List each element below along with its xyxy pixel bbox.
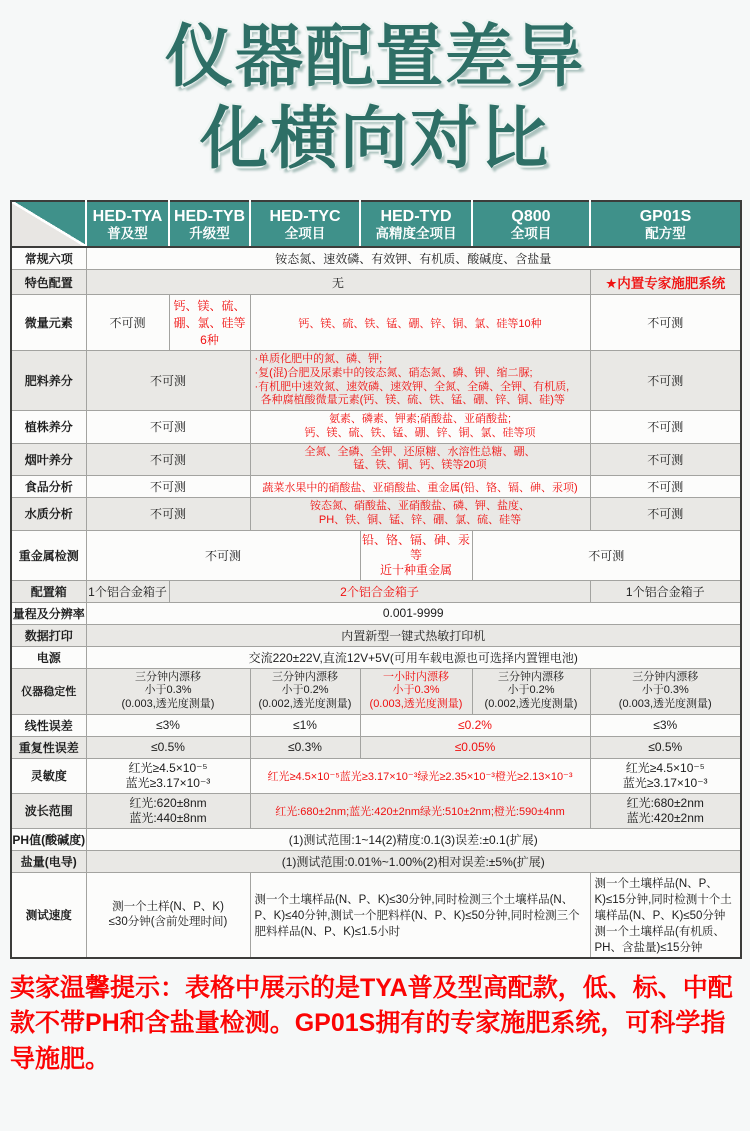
table-cell: 全氮、全磷、全钾、还原糖、水溶性总糖、硼、 锰、铁、铜、钙、镁等20项 bbox=[250, 443, 590, 476]
table-row bbox=[11, 646, 741, 668]
row-label: 电源 bbox=[11, 646, 86, 668]
table-cell: 测一个土壤样品(N、P、K)≤15分钟,同时检测十个土壤样品(N、P、K)≤50分钟 测一个土壤样品(有机质、PH、含盐量)≤15分钟 bbox=[590, 872, 741, 958]
table-cell: 2个铝合金箱子 bbox=[169, 580, 590, 602]
table-row bbox=[11, 295, 741, 351]
row-label: 测试速度 bbox=[11, 872, 86, 958]
table-cell: 三分钟内漂移 小于0.2% (0.002,透光度测量) bbox=[250, 668, 360, 714]
table-cell: 蔬菜水果中的硝酸盐、亚硝酸盐、重金属(铅、铬、镉、砷、汞项) bbox=[250, 476, 590, 498]
column-model-name: HED-TYA bbox=[92, 207, 163, 225]
table-cell: 不可测 bbox=[86, 476, 250, 498]
table-cell: 铵态氮、速效磷、有效钾、有机质、酸碱度、含盐量 bbox=[86, 247, 741, 270]
table-cell: 1个铝合金箱子 bbox=[590, 580, 741, 602]
table-cell: 0.001-9999 bbox=[86, 602, 741, 624]
row-label: 肥料养分 bbox=[11, 351, 86, 411]
row-label: 数据打印 bbox=[11, 624, 86, 646]
table-cell: ≤3% bbox=[590, 714, 741, 736]
table-cell: 红光≥4.5×10⁻⁵ 蓝光≥3.17×10⁻³ bbox=[590, 758, 741, 793]
table-row bbox=[11, 580, 741, 602]
table-cell: ≤3% bbox=[86, 714, 250, 736]
row-label: 常规六项 bbox=[11, 247, 86, 270]
table-cell: 氨素、磷素、钾素;硝酸盐、亚硝酸盐; 钙、镁、硫、铁、锰、硼、锌、铜、氯、硅等项 bbox=[250, 411, 590, 444]
row-label: 水质分析 bbox=[11, 498, 86, 531]
table-cell: ≤0.05% bbox=[360, 736, 590, 758]
table-cell: ≤0.5% bbox=[590, 736, 741, 758]
table-cell: 一小时内漂移 小于0.3% (0.003,透光度测量) bbox=[360, 668, 472, 714]
table-cell: 铅、铬、镉、砷、汞等 近十种重金属 bbox=[360, 530, 472, 580]
table-row bbox=[11, 602, 741, 624]
table-cell: 不可测 bbox=[86, 443, 250, 476]
column-header-hed-tya bbox=[86, 201, 169, 247]
row-label: 配置箱 bbox=[11, 580, 86, 602]
table-cell: 红光≥4.5×10⁻⁵ 蓝光≥3.17×10⁻³ bbox=[86, 758, 250, 793]
table-cell: ≤0.3% bbox=[250, 736, 360, 758]
row-label: 微量元素 bbox=[11, 295, 86, 351]
column-model-type: 全项目 bbox=[284, 225, 326, 241]
row-label: 灵敏度 bbox=[11, 758, 86, 793]
table-cell: 测一个土壤样品(N、P、K)≤30分钟,同时检测三个土壤样品(N、P、K)≤40分钟,测试一个肥料样(N、P、K)≤50分钟,同时检测三个肥料样品(N、P、K)≤1.5小时 bbox=[250, 872, 590, 958]
table-row bbox=[11, 443, 741, 476]
table-body bbox=[11, 247, 741, 958]
table-cell: 红光:620±8nm 蓝光:440±8nm bbox=[86, 793, 250, 828]
table-cell: 钙、镁、硫、硼、氯、硅等6种 bbox=[169, 295, 250, 351]
table-row bbox=[11, 476, 741, 498]
seller-note: 卖家温馨提示：表格中展示的是TYA普及型高配款，低、标、中配款不带PH和含盐量检测。GP01S拥有的专家施肥系统，可科学指导施肥。 bbox=[10, 973, 733, 1073]
row-label: 仪器稳定性 bbox=[11, 668, 86, 714]
table-cell: 红光≥4.5×10⁻⁵蓝光≥3.17×10⁻³绿光≥2.35×10⁻³橙光≥2.13×10⁻³ bbox=[250, 758, 590, 793]
table-cell: (1)测试范围:0.01%~1.00%(2)相对误差:±5%(扩展) bbox=[86, 850, 741, 872]
table-row bbox=[11, 872, 741, 958]
table-row bbox=[11, 270, 741, 295]
table-cell: 内置新型一键式热敏打印机 bbox=[86, 624, 741, 646]
table-cell: 不可测 bbox=[590, 351, 741, 411]
table-cell: 无 bbox=[86, 270, 590, 295]
table-cell: ≤0.2% bbox=[360, 714, 590, 736]
table-cell: ★内置专家施肥系统 bbox=[590, 270, 741, 295]
table-cell: 铵态氮、硝酸盐、亚硝酸盐、磷、钾、盐度、 PH、铁、铜、锰、锌、硼、氯、硫、硅等 bbox=[250, 498, 590, 531]
table-cell: 不可测 bbox=[86, 498, 250, 531]
table-cell: 三分钟内漂移 小于0.2% (0.002,透光度测量) bbox=[472, 668, 590, 714]
table-cell: (1)测试范围:1~14(2)精度:0.1(3)误差:±0.1(扩展) bbox=[86, 828, 741, 850]
table-cell: 不可测 bbox=[86, 351, 250, 411]
table-cell: 不可测 bbox=[472, 530, 741, 580]
column-model-type: 高精度全项目 bbox=[375, 225, 457, 241]
table-row bbox=[11, 411, 741, 444]
table-cell: 不可测 bbox=[86, 295, 169, 351]
row-label: 重金属检测 bbox=[11, 530, 86, 580]
page-title-line2: 化横向对比 bbox=[199, 101, 550, 177]
table-row bbox=[11, 758, 741, 793]
column-model-type: 全项目 bbox=[510, 225, 552, 241]
column-model-type: 配方型 bbox=[645, 225, 686, 241]
table-row bbox=[11, 530, 741, 580]
table-cell: 三分钟内漂移 小于0.3% (0.003,透光度测量) bbox=[590, 668, 741, 714]
table-row bbox=[11, 247, 741, 270]
table-cell: 不可测 bbox=[590, 476, 741, 498]
table-cell: ≤1% bbox=[250, 714, 360, 736]
table-cell: ·单质化肥中的氮、磷、钾; ·复(混)合肥及尿素中的铵态氮、硝态氮、磷、钾、缩二脲; ·有机肥中速效氮、速效磷、速效钾、全氮、全磷、全钾、有机质, 各种腐植酸微量元素(钙、镁、硫、铁、锰、硼、锌、铜、硅)等 bbox=[250, 351, 590, 411]
row-label: 线性误差 bbox=[11, 714, 86, 736]
column-header-hed-tyc bbox=[250, 201, 360, 247]
column-model-name: GP01S bbox=[639, 207, 692, 225]
row-label: PH值(酸碱度) bbox=[11, 828, 86, 850]
row-label: 盐量(电导) bbox=[11, 850, 86, 872]
row-label: 特色配置 bbox=[11, 270, 86, 295]
column-model-name: HED-TYC bbox=[269, 207, 341, 225]
table-cell: ≤0.5% bbox=[86, 736, 250, 758]
column-model-type: 升级型 bbox=[189, 225, 230, 241]
page-title-line1: 仪器配置差异 bbox=[164, 19, 585, 95]
table-row bbox=[11, 351, 741, 411]
row-label: 波长范围 bbox=[11, 793, 86, 828]
row-label: 重复性误差 bbox=[11, 736, 86, 758]
table-cell: 红光:680±2nm;蓝光:420±2nm绿光:510±2nm;橙光:590±4nm bbox=[250, 793, 590, 828]
row-label: 食品分析 bbox=[11, 476, 86, 498]
table-cell: 不可测 bbox=[86, 411, 250, 444]
page-title bbox=[0, 0, 750, 180]
column-model-type: 普及型 bbox=[107, 225, 148, 241]
table-cell: 不可测 bbox=[86, 530, 360, 580]
table-cell: 测一个土样(N、P、K) ≤30分钟(含前处理时间) bbox=[86, 872, 250, 958]
column-header-q800 bbox=[472, 201, 590, 247]
table-row bbox=[11, 736, 741, 758]
column-model-name: HED-TYB bbox=[173, 207, 246, 225]
table-cell: 钙、镁、硫、铁、锰、硼、锌、铜、氯、硅等10种 bbox=[250, 295, 590, 351]
table-cell: 三分钟内漂移 小于0.3% (0.003,透光度测量) bbox=[86, 668, 250, 714]
row-label: 量程及分辨率 bbox=[11, 602, 86, 624]
comparison-table bbox=[10, 200, 742, 959]
column-header-hed-tyb bbox=[169, 201, 250, 247]
table-row bbox=[11, 624, 741, 646]
table-row bbox=[11, 714, 741, 736]
column-model-name: HED-TYD bbox=[380, 207, 452, 225]
table-row bbox=[11, 828, 741, 850]
header-row bbox=[11, 201, 741, 247]
table-row bbox=[11, 850, 741, 872]
table-cell: 红光:680±2nm 蓝光:420±2nm bbox=[590, 793, 741, 828]
corner-cell bbox=[11, 201, 86, 247]
table-row bbox=[11, 498, 741, 531]
table-row bbox=[11, 793, 741, 828]
row-label: 烟叶养分 bbox=[11, 443, 86, 476]
table-cell: 不可测 bbox=[590, 295, 741, 351]
column-header-gp01s bbox=[590, 201, 741, 247]
column-header-hed-tyd bbox=[360, 201, 472, 247]
table-row bbox=[11, 668, 741, 714]
table-cell: 不可测 bbox=[590, 443, 741, 476]
row-label: 植株养分 bbox=[11, 411, 86, 444]
column-model-name: Q800 bbox=[511, 207, 551, 225]
table-cell: 1个铝合金箱子 bbox=[86, 580, 169, 602]
table-header bbox=[11, 201, 741, 247]
table-cell: 交流220±22V,直流12V+5V(可用车载电源也可选择内置锂电池) bbox=[86, 646, 741, 668]
table-cell: 不可测 bbox=[590, 411, 741, 444]
table-cell: 不可测 bbox=[590, 498, 741, 531]
